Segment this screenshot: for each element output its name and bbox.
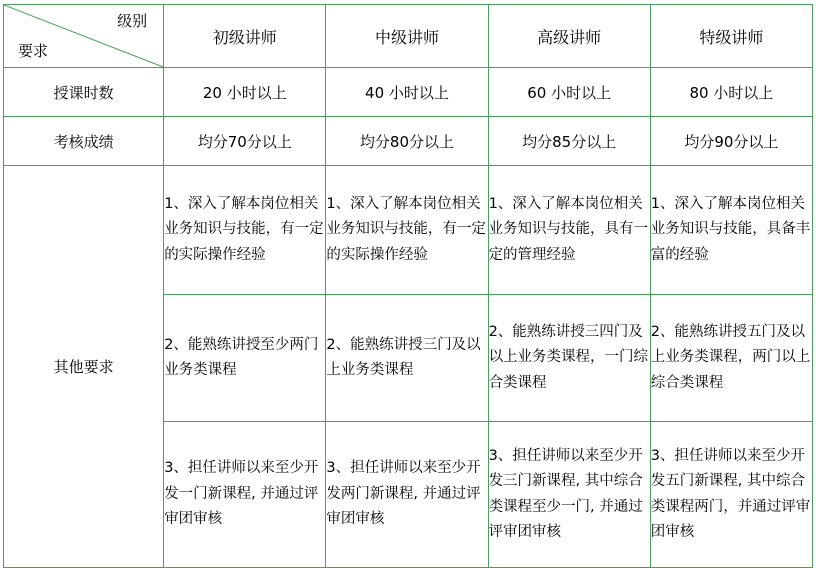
cell-other-1-2: 1、深入了解本岗位相关业务知识与技能，有一定的实际操作经验 — [326, 166, 488, 295]
corner-requirement-label: 要求 — [18, 42, 49, 60]
table-row — [4, 117, 813, 166]
row-label-other-requirements: 其他要求 — [4, 166, 164, 568]
column-header-level-3: 高级讲师 — [488, 5, 650, 68]
cell-other-3-1: 3、担任讲师以来至少开发一门新课程, 并通过评审团审核 — [164, 422, 326, 568]
cell-hours-1: 20 小时以上 — [164, 68, 326, 117]
table-header-row — [4, 5, 813, 68]
cell-score-3: 均分85分以上 — [488, 117, 650, 166]
cell-score-4: 均分90分以上 — [650, 117, 812, 166]
cell-other-1-4: 1、深入了解本岗位相关业务知识与技能，具备丰富的经验 — [650, 166, 812, 295]
table-row — [4, 68, 813, 117]
column-header-level-2: 中级讲师 — [326, 5, 488, 68]
cell-hours-4: 80 小时以上 — [650, 68, 812, 117]
corner-level-label: 级别 — [117, 12, 148, 30]
cell-other-2-4: 2、能熟练讲授五门及以上业务类课程，两门以上综合类课程 — [650, 295, 812, 422]
cell-score-2: 均分80分以上 — [326, 117, 488, 166]
row-label-teaching-hours: 授课时数 — [4, 68, 164, 117]
cell-hours-2: 40 小时以上 — [326, 68, 488, 117]
header-corner-cell — [4, 5, 164, 68]
cell-hours-3: 60 小时以上 — [488, 68, 650, 117]
cell-other-1-3: 1、深入了解本岗位相关业务知识与技能，具有一定的管理经验 — [488, 166, 650, 295]
column-header-level-1: 初级讲师 — [164, 5, 326, 68]
qualification-table — [3, 4, 813, 568]
cell-other-2-3: 2、能熟练讲授三四门及以上业务类课程，一门综合类课程 — [488, 295, 650, 422]
cell-other-2-2: 2、能熟练讲授三门及以上业务类课程 — [326, 295, 488, 422]
cell-other-3-3: 3、担任讲师以来至少开发三门新课程, 其中综合类课程至少一门, 并通过评审团审核 — [488, 422, 650, 568]
document-sheet — [0, 4, 816, 566]
cell-other-3-2: 3、担任讲师以来至少开发两门新课程, 并通过评审团审核 — [326, 422, 488, 568]
row-label-assessment-score: 考核成绩 — [4, 117, 164, 166]
table-row — [4, 166, 813, 295]
cell-other-1-1: 1、深入了解本岗位相关业务知识与技能，有一定的实际操作经验 — [164, 166, 326, 295]
cell-other-2-1: 2、能熟练讲授至少两门业务类课程 — [164, 295, 326, 422]
cell-score-1: 均分70分以上 — [164, 117, 326, 166]
column-header-level-4: 特级讲师 — [650, 5, 812, 68]
cell-other-3-4: 3、担任讲师以来至少开发五门新课程, 其中综合类课程两门，并通过评审团审核 — [650, 422, 812, 568]
